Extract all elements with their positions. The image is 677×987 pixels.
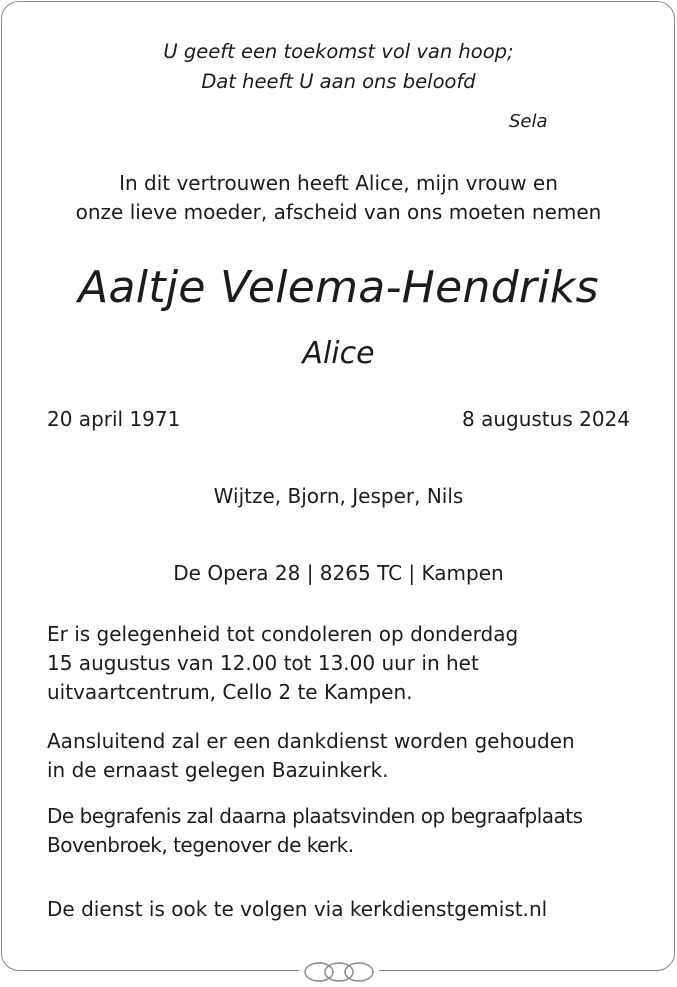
service-line-1: Aansluitend zal er een dankdienst worden gehouden (47, 729, 575, 753)
family-names: Wijtze, Bjorn, Jesper, Nils (213, 484, 464, 508)
verse-source: Sela (509, 111, 548, 132)
service-line-2: in de ernaast gelegen Bazuinkerk. (47, 758, 389, 782)
burial-paragraph (47, 802, 629, 860)
condolence-line-2: 15 augustus van 12.00 tot 13.00 uur in het (47, 651, 479, 675)
condolence-paragraph (47, 620, 629, 707)
stream-line-1: De dienst is ook te volgen via kerkdienstgemist.nl (47, 897, 548, 921)
burial-line-1: De begrafenis zal daarna plaatsvinden op begraafplaats (47, 804, 583, 828)
verse-line-2: Dat heeft U aan ons beloofd (201, 70, 476, 93)
verse-line-1: U geeft een toekomst vol van hoop; (163, 40, 514, 63)
intro-line-2: onze lieve moeder, afscheid van ons moeten nemen (75, 200, 602, 224)
interlocking-rings-icon (299, 961, 379, 983)
death-date: 8 augustus 2024 (462, 407, 630, 431)
service-paragraph (47, 727, 629, 785)
birth-date: 20 april 1971 (47, 407, 181, 431)
burial-line-2: Bovenbroek, tegenover de kerk. (47, 833, 354, 857)
address: De Opera 28 | 8265 TC | Kampen (173, 561, 504, 585)
intro-line-1: In dit vertrouwen heeft Alice, mijn vrouw en (119, 171, 558, 195)
condolence-line-3: uitvaartcentrum, Cello 2 te Kampen. (47, 680, 413, 704)
deceased-called-name: Alice (302, 336, 375, 371)
deceased-full-name: Aaltje Velema-Hendriks (78, 262, 599, 313)
stream-paragraph (47, 895, 629, 924)
condolence-line-1: Er is gelegenheid tot condoleren op donderdag (47, 622, 519, 646)
